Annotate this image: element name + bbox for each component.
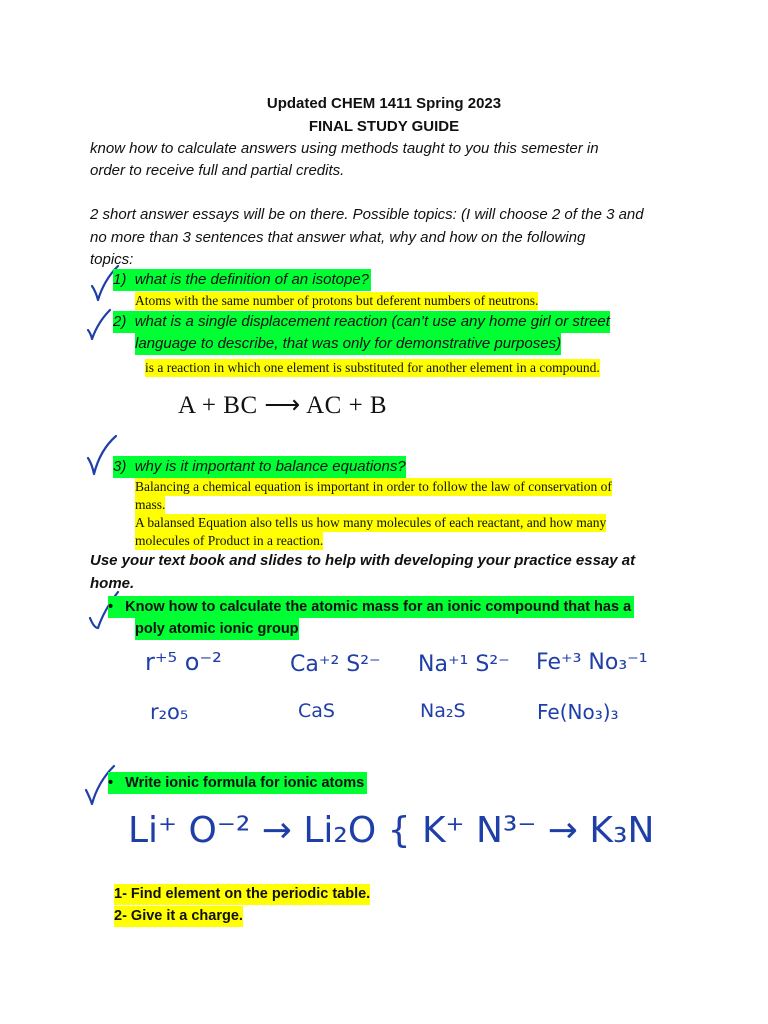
handwritten-formula-4: Fe(No₃)₃ — [537, 700, 619, 724]
answer-3-line-3: A balansed Equation also tells us how many molecules of each reactant, and how many — [135, 515, 607, 530]
step-1: 1- Find element on the periodic table. — [114, 884, 370, 905]
answer-1: Atoms with the same number of protons but deferent numbers of neutrons. — [135, 293, 539, 308]
textbook-note-line-2: home. — [90, 575, 135, 592]
bullet-1-text: Know how to calculate the atomic mass for an ionic compound that has a — [125, 599, 632, 615]
document-subtitle: FINAL STUDY GUIDE — [308, 118, 460, 135]
question-2-line-2: language to describe, that was only for demonstrative purposes) — [135, 333, 561, 355]
intro-line-1: know how to calculate answers using methods taught to you this semester in — [90, 140, 599, 157]
essay-line-2: no more than 3 sentences that answer what, why and how on the following — [90, 229, 586, 246]
textbook-note-line-1: Use your text book and slides to help with developing your practice essay at — [90, 552, 636, 569]
question-1 — [113, 269, 371, 291]
question-3-number: 3) — [113, 458, 127, 475]
bullet-1-line-1 — [108, 596, 634, 618]
question-1-text: what is the definition of an isotope? — [134, 271, 370, 288]
handwritten-ionic-formula-example: Li⁺ O⁻² → Li₂O { K⁺ N³⁻ → K₃N — [128, 810, 655, 851]
intro-line-2: order to receive full and partial credits. — [90, 162, 345, 179]
handwritten-formula-2: CaS — [298, 700, 335, 722]
handwritten-formula-1: r₂o₅ — [150, 700, 189, 724]
question-3 — [113, 456, 406, 478]
document-title: Updated CHEM 1411 Spring 2023 — [266, 95, 502, 112]
question-2-number: 2) — [113, 313, 127, 330]
bullet-2-text: Write ionic formula for ionic atoms — [125, 775, 365, 791]
essay-line-1: 2 short answer essays will be on there. Possible topics: (I will choose 2 of the 3 and — [90, 206, 644, 223]
bullet-1-line-2: poly atomic ionic group — [135, 618, 299, 640]
answer-3-line-1: Balancing a chemical equation is important in order to follow the law of conservation of — [135, 479, 612, 494]
question-2-text: what is a single displacement reaction (can’t use any home girl or street — [134, 313, 610, 330]
check-mark-icon — [86, 306, 116, 342]
bullet-icon: • — [108, 599, 114, 615]
question-3-text: why is it important to balance equations? — [134, 458, 406, 475]
bullet-2 — [108, 772, 367, 794]
handwritten-ion-1: r⁺⁵ o⁻² — [145, 648, 222, 676]
question-1-number: 1) — [113, 271, 127, 288]
handwritten-formula-3: Na₂S — [420, 700, 466, 722]
answer-3-line-4: molecules of Product in a reaction. — [135, 533, 324, 548]
handwritten-ion-4: Fe⁺³ No₃⁻¹ — [536, 650, 648, 675]
handwritten-ion-2: Ca⁺² S²⁻ — [290, 652, 381, 677]
reaction-equation: A + BC ⟶ AC + B — [178, 392, 388, 419]
answer-2: is a reaction in which one element is substituted for another element in a compound. — [145, 360, 600, 375]
question-2-line-1 — [113, 311, 610, 333]
bullet-icon: • — [108, 775, 114, 791]
answer-3-line-2: mass. — [135, 497, 166, 512]
handwritten-ion-3: Na⁺¹ S²⁻ — [418, 652, 510, 677]
step-2: 2- Give it a charge. — [114, 906, 243, 927]
essay-line-3: topics: — [90, 251, 134, 268]
